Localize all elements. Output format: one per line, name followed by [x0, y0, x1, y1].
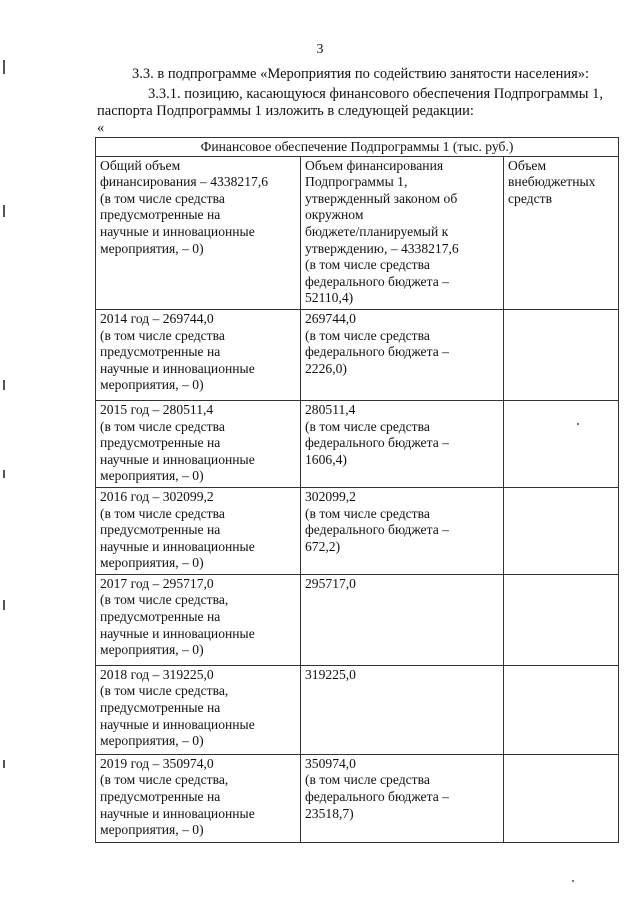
cell-line: финансирования – 4338217,6: [100, 174, 269, 190]
paragraph-3-3-1: 3.3.1. позицию, касающуюся финансового обеспечения Подпрограммы 1,: [148, 86, 603, 102]
subprogram-amount-cell: [301, 487, 504, 574]
cell-line: Общий объем: [100, 157, 181, 173]
cell-line: мероприятия, – 0): [100, 642, 204, 658]
cell-line: мероприятия, – 0): [100, 468, 204, 484]
cell-line: Объем финансирования: [305, 157, 444, 173]
cell-line: 350974,0: [305, 755, 356, 771]
cell-line: мероприятия, – 0): [100, 240, 204, 256]
cell-line: внебюджетных: [508, 174, 596, 190]
extrabudgetary-cell: [504, 400, 619, 487]
cell-line: утвержденный законом об: [305, 190, 458, 206]
extrabudgetary-cell: [504, 487, 619, 574]
cell-line: (в том числе средства,: [100, 772, 229, 788]
cell-line: средств: [508, 190, 552, 206]
paragraph-3-3: 3.3. в подпрограмме «Мероприятия по содействию занятости населения»:: [132, 66, 590, 82]
cell-line: федерального бюджета –: [305, 789, 449, 805]
subprogram-amount-cell: [301, 665, 504, 754]
cell-line: мероприятия, – 0): [100, 733, 204, 749]
cell-line: 302099,2: [305, 488, 356, 504]
table-caption: Финансовое обеспечение Подпрограммы 1 (тыс. руб.): [96, 138, 619, 157]
cell-line: мероприятия, – 0): [100, 555, 204, 571]
extrabudgetary-cell: [504, 574, 619, 665]
header-subprogram-financing: [301, 156, 504, 309]
cell-line: (в том числе средства: [305, 257, 430, 273]
cell-line: мероприятия, – 0): [100, 822, 204, 838]
cell-line: научные и инновационные: [100, 538, 255, 554]
cell-line: научные и инновационные: [100, 451, 255, 467]
cell-line: 2015 год – 280511,4: [100, 401, 214, 417]
table-row: [96, 754, 619, 842]
year-total-cell: [96, 487, 301, 574]
table-row: [96, 487, 619, 574]
cell-line: 23518,7): [305, 805, 354, 821]
table-caption-row: [96, 138, 619, 157]
cell-line: 2226,0): [305, 360, 347, 376]
cell-line: бюджете/планируемый к: [305, 223, 449, 239]
cell-line: окружном: [305, 207, 364, 223]
year-total-cell: [96, 309, 301, 400]
cell-line: мероприятия, – 0): [100, 377, 204, 393]
cell-line: 672,2): [305, 538, 341, 554]
year-total-cell: [96, 400, 301, 487]
cell-line: (в том числе средства,: [100, 683, 229, 699]
extrabudgetary-cell: [504, 754, 619, 842]
opening-quote: «: [97, 120, 105, 136]
cell-line: (в том числе средства: [100, 418, 225, 434]
cell-line: 2017 год – 295717,0: [100, 575, 214, 591]
year-total-cell: [96, 574, 301, 665]
cell-line: федерального бюджета –: [305, 273, 449, 289]
cell-line: 2019 год – 350974,0: [100, 755, 214, 771]
cell-line: утверждению, – 4338217,6: [305, 240, 459, 256]
financing-table: [95, 137, 619, 843]
cell-line: научные и инновационные: [100, 223, 255, 239]
cell-line: 2018 год – 319225,0: [100, 666, 214, 682]
extrabudgetary-cell: [504, 309, 619, 400]
table-row: [96, 309, 619, 400]
cell-line: (в том числе средства: [100, 190, 225, 206]
cell-line: 2016 год – 302099,2: [100, 488, 214, 504]
cell-line: 295717,0: [305, 575, 356, 591]
cell-line: (в том числе средства: [100, 327, 225, 343]
cell-line: 2014 год – 269744,0: [100, 310, 214, 326]
page-number: 3: [316, 42, 324, 57]
cell-line: (в том числе средства: [305, 327, 430, 343]
cell-line: 319225,0: [305, 666, 356, 682]
header-total-financing: [96, 156, 301, 309]
cell-line: предусмотренные на: [100, 344, 221, 360]
cell-line: (в том числе средства: [305, 418, 430, 434]
cell-line: Подпрограммы 1,: [305, 174, 408, 190]
cell-line: предусмотренные на: [100, 609, 221, 625]
table-header-row: [96, 156, 619, 309]
table-row: [96, 400, 619, 487]
subprogram-amount-cell: [301, 754, 504, 842]
subprogram-amount-cell: [301, 400, 504, 487]
header-extrabudgetary: [504, 156, 619, 309]
subprogram-amount-cell: [301, 309, 504, 400]
cell-line: 52110,4): [305, 290, 354, 306]
cell-line: научные и инновационные: [100, 716, 255, 732]
subprogram-amount-cell: [301, 574, 504, 665]
year-total-cell: [96, 665, 301, 754]
table-row: [96, 574, 619, 665]
table-row: [96, 665, 619, 754]
cell-line: 1606,4): [305, 451, 347, 467]
cell-line: предусмотренные на: [100, 435, 221, 451]
cell-line: предусмотренные на: [100, 789, 221, 805]
cell-line: 269744,0: [305, 310, 356, 326]
scan-speck: [577, 423, 579, 425]
cell-line: федерального бюджета –: [305, 522, 449, 538]
cell-line: федерального бюджета –: [305, 435, 449, 451]
cell-line: (в том числе средства,: [100, 592, 229, 608]
cell-line: научные и инновационные: [100, 360, 255, 376]
extrabudgetary-cell: [504, 665, 619, 754]
cell-line: предусмотренные на: [100, 700, 221, 716]
cell-line: (в том числе средства: [305, 505, 430, 521]
cell-line: 280511,4: [305, 401, 356, 417]
cell-line: (в том числе средства: [100, 505, 225, 521]
cell-line: предусмотренные на: [100, 522, 221, 538]
cell-line: (в том числе средства: [305, 772, 430, 788]
cell-line: Объем: [508, 157, 547, 173]
cell-line: научные и инновационные: [100, 625, 255, 641]
scan-speck: [572, 880, 574, 882]
cell-line: предусмотренные на: [100, 207, 221, 223]
cell-line: федерального бюджета –: [305, 344, 449, 360]
cell-line: научные и инновационные: [100, 805, 255, 821]
year-total-cell: [96, 754, 301, 842]
paragraph-3-3-1-continued: паспорта Подпрограммы 1 изложить в следующей редакции:: [97, 103, 474, 119]
